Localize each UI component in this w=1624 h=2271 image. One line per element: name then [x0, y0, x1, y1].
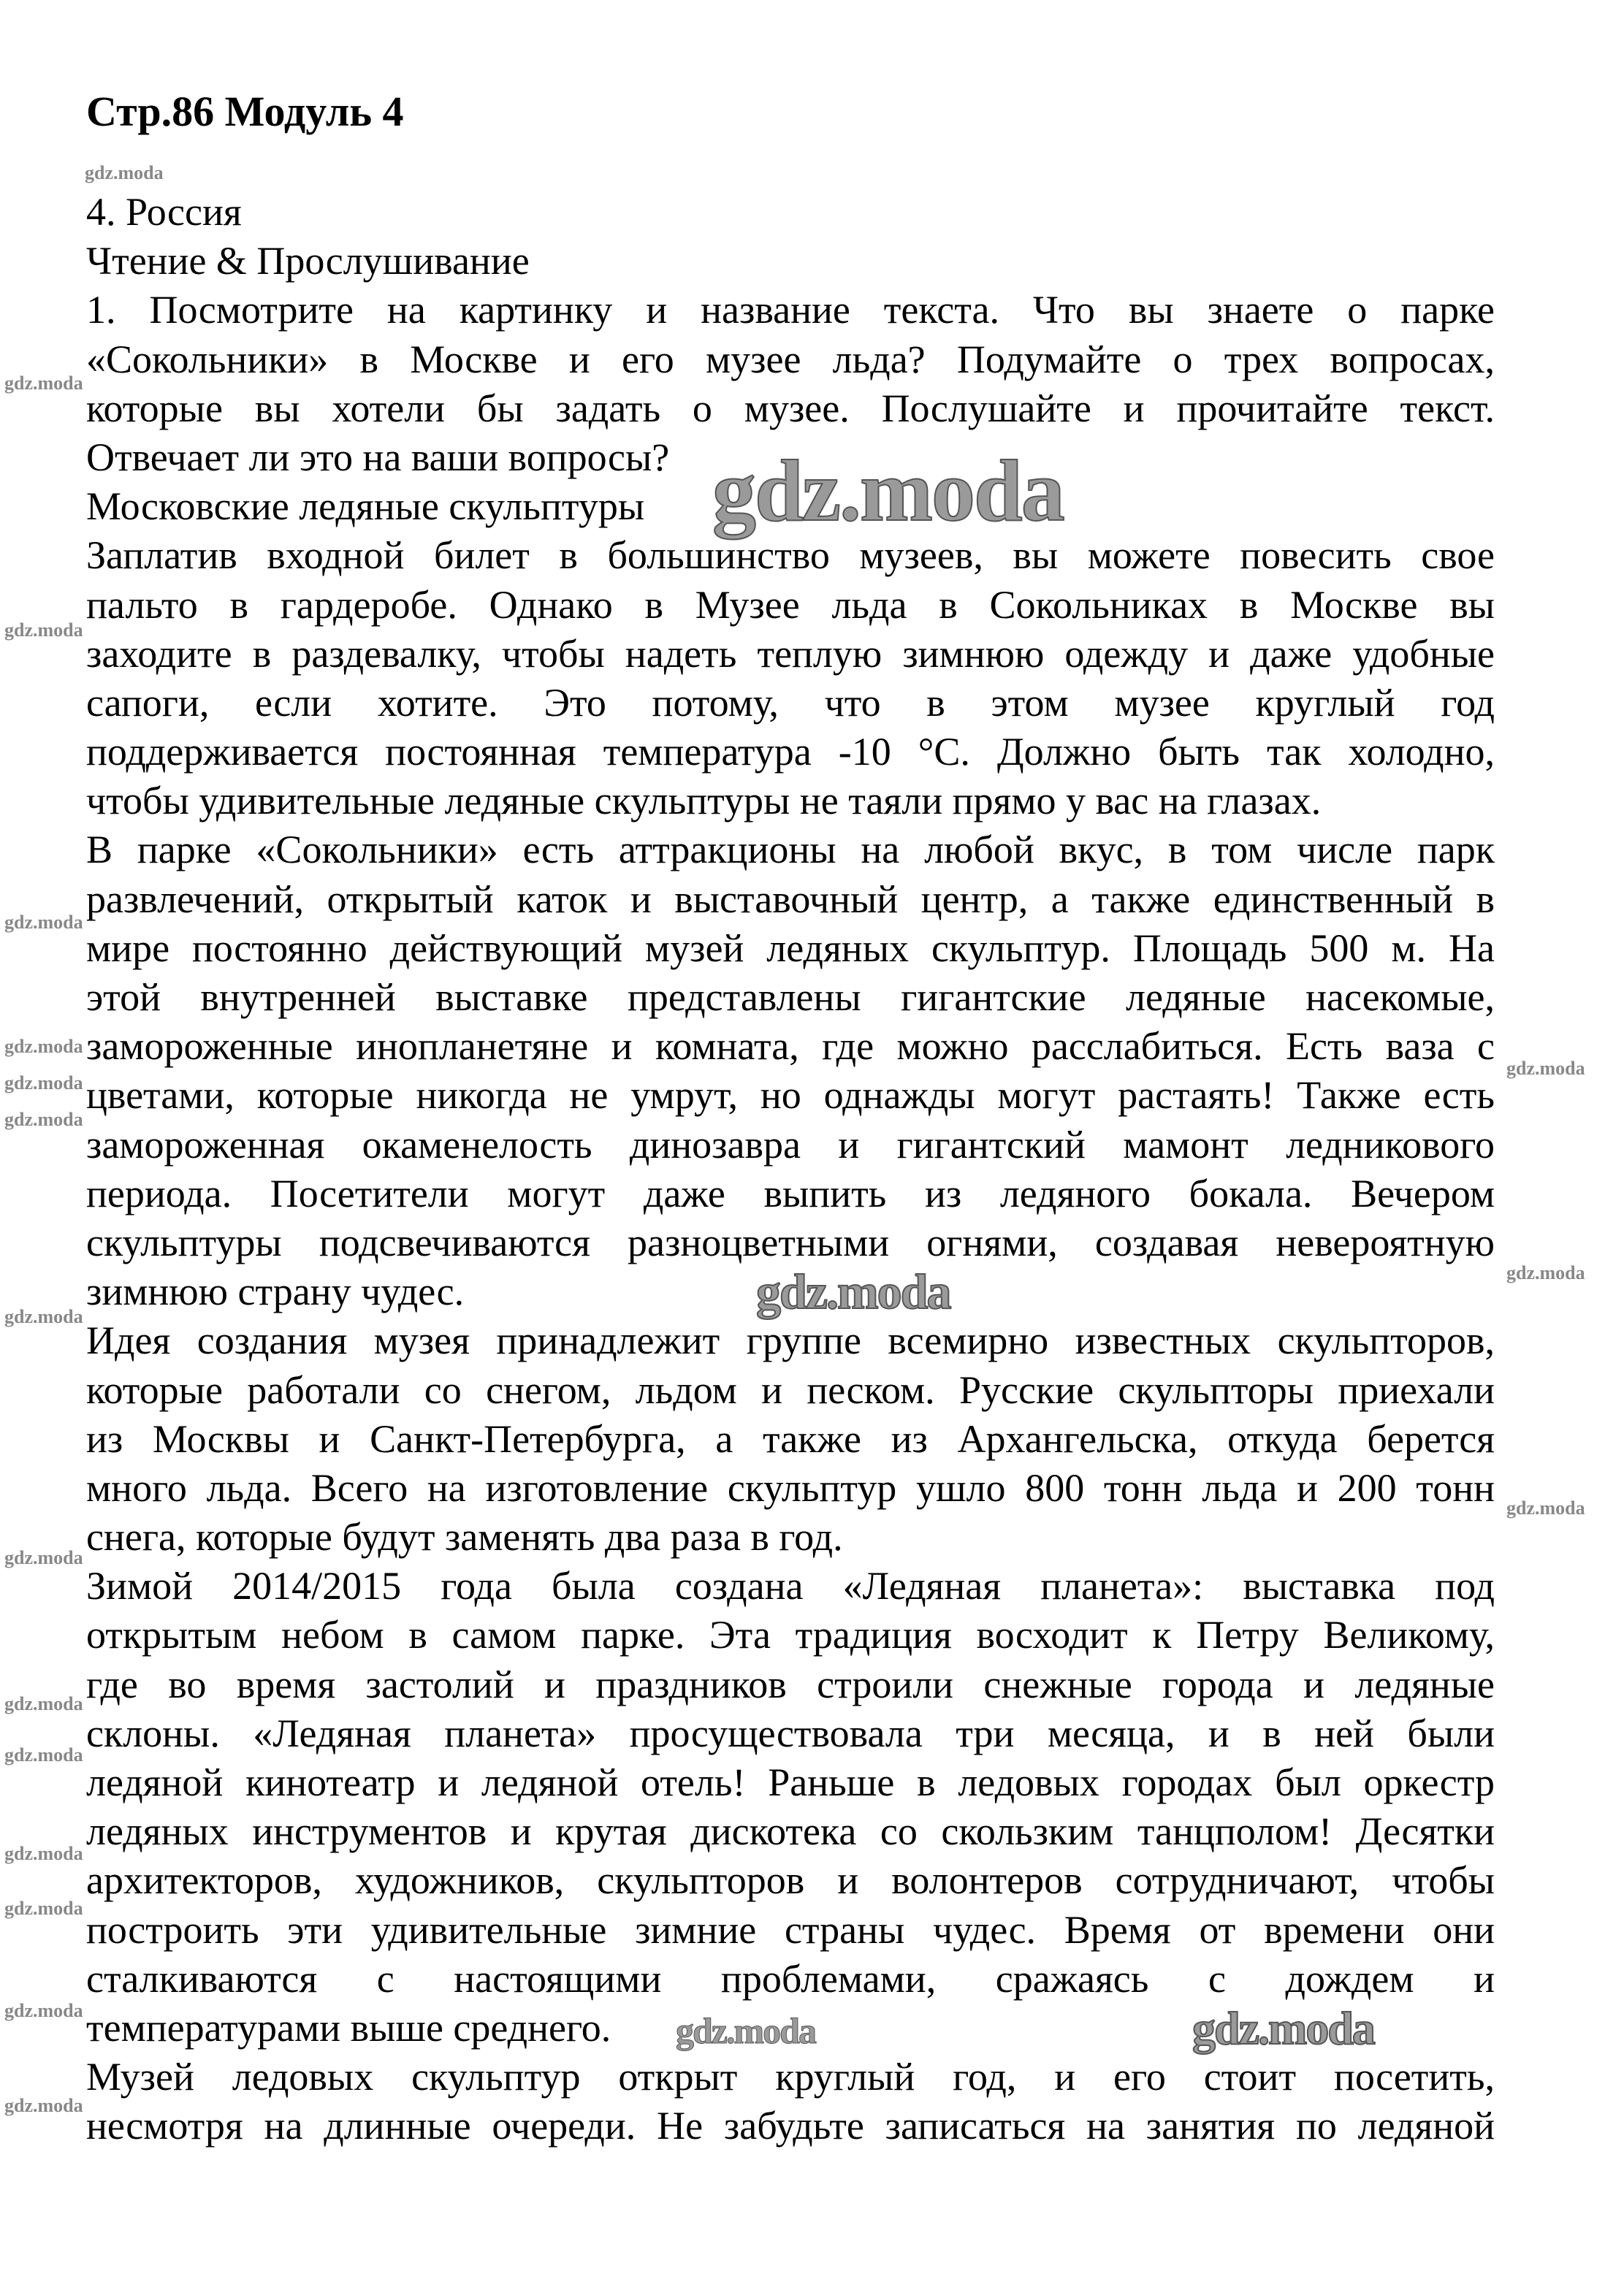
- watermark-logo: gdz.moda: [4, 1843, 83, 1864]
- text-line: этой внутренней выставке представлены гигантские ледяные насекомые,: [86, 975, 1495, 1019]
- paragraph: [86, 531, 1495, 825]
- text-line: Отвечает ли это на ваши вопросы?: [86, 435, 670, 479]
- text-line: открытым небом в самом парке. Эта традиция восходит к Петру Великому,: [86, 1613, 1495, 1657]
- watermark-logo: gdz.moda: [1506, 1058, 1585, 1079]
- watermark-logo: gdz.moda: [4, 1072, 83, 1093]
- text-line: построить эти удивительные зимние страны чудес. Время от времени они: [86, 1907, 1495, 1952]
- watermark-logo: gdz.moda: [4, 1109, 83, 1130]
- watermark-logo: gdz.moda: [4, 1036, 83, 1057]
- watermark-logo: gdz.moda: [676, 2010, 815, 2051]
- paragraph: [86, 237, 1495, 286]
- watermark-logo: gdz.moda: [4, 1898, 83, 1919]
- watermark-logo: gdz.moda: [1506, 1497, 1585, 1519]
- watermark-logo: gdz.moda: [1192, 2002, 1374, 2054]
- text-line: поддерживается постоянная температура -10 °C. Должно быть так холодно,: [86, 730, 1495, 774]
- text-line: сапоги, если хотите. Это потому, что в этом музее круглый год: [86, 680, 1495, 725]
- text-line: заходите в раздевалку, чтобы надеть теплую зимнюю одежду и даже удобные: [86, 631, 1495, 676]
- watermark-logo: gdz.moda: [4, 912, 83, 933]
- text-line: развлечений, открытый каток и выставочный центр, а также единственный в: [86, 877, 1495, 921]
- text-line: Заплатив входной билет в большинство музеев, вы можете повесить свое: [86, 533, 1495, 578]
- watermark-logo: gdz.moda: [4, 2095, 83, 2116]
- text-line: много льда. Всего на изготовление скульптур ушло 800 тонн льда и 200 тонн: [86, 1465, 1495, 1510]
- text-line: пальто в гардеробе. Однако в Музее льда в Сокольниках в Москве вы: [86, 582, 1495, 627]
- text-line: 4. Россия: [86, 190, 242, 234]
- paragraph: [86, 825, 1495, 1319]
- text-line: замороженные инопланетяне и комната, где можно расслабиться. Есть ваза с: [86, 1024, 1495, 1069]
- text-line: «Сокольники» в Москве и его музее льда? Подумайте о трех вопросах,: [86, 337, 1495, 381]
- text-line: скульптуры подсвечиваются разноцветными огнями, создавая невероятную: [86, 1220, 1495, 1264]
- text-line: температурами выше среднего.: [86, 2005, 611, 2050]
- paragraph: [86, 1316, 1495, 1562]
- text-line: периода. Посетители могут даже выпить из ледяного бокала. Вечером: [86, 1171, 1495, 1215]
- text-line: В парке «Сокольники» есть аттракционы на любой вкус, в том числе парк: [86, 828, 1495, 872]
- text-line: Зимой 2014/2015 года была создана «Ледяная планета»: выставка под: [86, 1564, 1495, 1608]
- watermark-logo: gdz.moda: [4, 2000, 83, 2021]
- text-line: ледяных инструментов и крутая дискотека со скользким танцполом! Десятки: [86, 1809, 1495, 1854]
- watermark-logo: gdz.moda: [85, 162, 164, 183]
- watermark-logo: gdz.moda: [4, 619, 83, 641]
- text-line: несмотря на длинные очереди. Не забудьте записаться на занятия по ледяной: [86, 2104, 1495, 2148]
- text-line: мире постоянно действующий музей ледяных скульптур. Площадь 500 м. На: [86, 925, 1495, 970]
- watermark-logo: gdz.moda: [4, 373, 83, 394]
- text-line: которые вы хотели бы задать о музее. Послушайте и прочитайте текст.: [86, 386, 1495, 430]
- text-line: из Москвы и Санкт-Петербурга, а также из Архангельска, откуда берется: [86, 1416, 1495, 1461]
- text-line: склоны. «Ледяная планета» просуществовала три месяца, и в ней были: [86, 1711, 1495, 1755]
- watermark-logo: gdz.moda: [756, 1264, 950, 1319]
- text-line: цветами, которые никогда не умрут, но однажды могут растаять! Также есть: [86, 1073, 1495, 1118]
- text-line: замороженная окаменелость динозавра и гигантский мамонт ледникового: [86, 1122, 1495, 1167]
- watermark-logo: gdz.moda: [4, 1547, 83, 1568]
- watermark-logo: gdz.moda: [1506, 1262, 1585, 1283]
- watermark-logo: gdz.moda: [4, 1693, 83, 1714]
- text-line: Идея создания музея принадлежит группе всемирно известных скульпторов,: [86, 1318, 1495, 1363]
- text-line: Чтение & Прослушивание: [86, 239, 530, 283]
- paragraph: [86, 2053, 1495, 2150]
- text-line: Музей ледовых скульптур открыт круглый год, и его стоит посетить,: [86, 2055, 1495, 2099]
- text-line: Московские ледяные скульптуры: [86, 484, 645, 529]
- text-line: снега, которые будут заменять два раза в год.: [86, 1515, 843, 1560]
- text-line: сталкиваются с настоящими проблемами, сражаясь с дождем и: [86, 1956, 1495, 2001]
- text-line: которые работали со снегом, льдом и песком. Русские скульпторы приехали: [86, 1367, 1495, 1412]
- page-title: Стр.86 Модуль 4: [86, 88, 404, 135]
- text-line: ледяной кинотеатр и ледяной отель! Раньше в ледовых городах был оркестр: [86, 1760, 1495, 1804]
- paragraph: [86, 1562, 1495, 2053]
- paragraph: [86, 188, 1495, 237]
- watermark-logo: gdz.moda: [4, 1306, 83, 1327]
- text-line: архитекторов, художников, скульпторов и волонтеров сотрудничают, чтобы: [86, 1858, 1495, 1903]
- text-line: чтобы удивительные ледяные скульптуры не таяли прямо у вас на глазах.: [86, 779, 1322, 823]
- watermark-logo: gdz.moda: [4, 1744, 83, 1766]
- text-line: зимнюю страну чудес.: [86, 1270, 465, 1314]
- text-line: 1. Посмотрите на картинку и название текста. Что вы знаете о парке: [86, 288, 1495, 332]
- watermark-logo: gdz.moda: [712, 442, 1064, 539]
- text-line: где во время застолий и праздников строили снежные города и ледяные: [86, 1662, 1495, 1706]
